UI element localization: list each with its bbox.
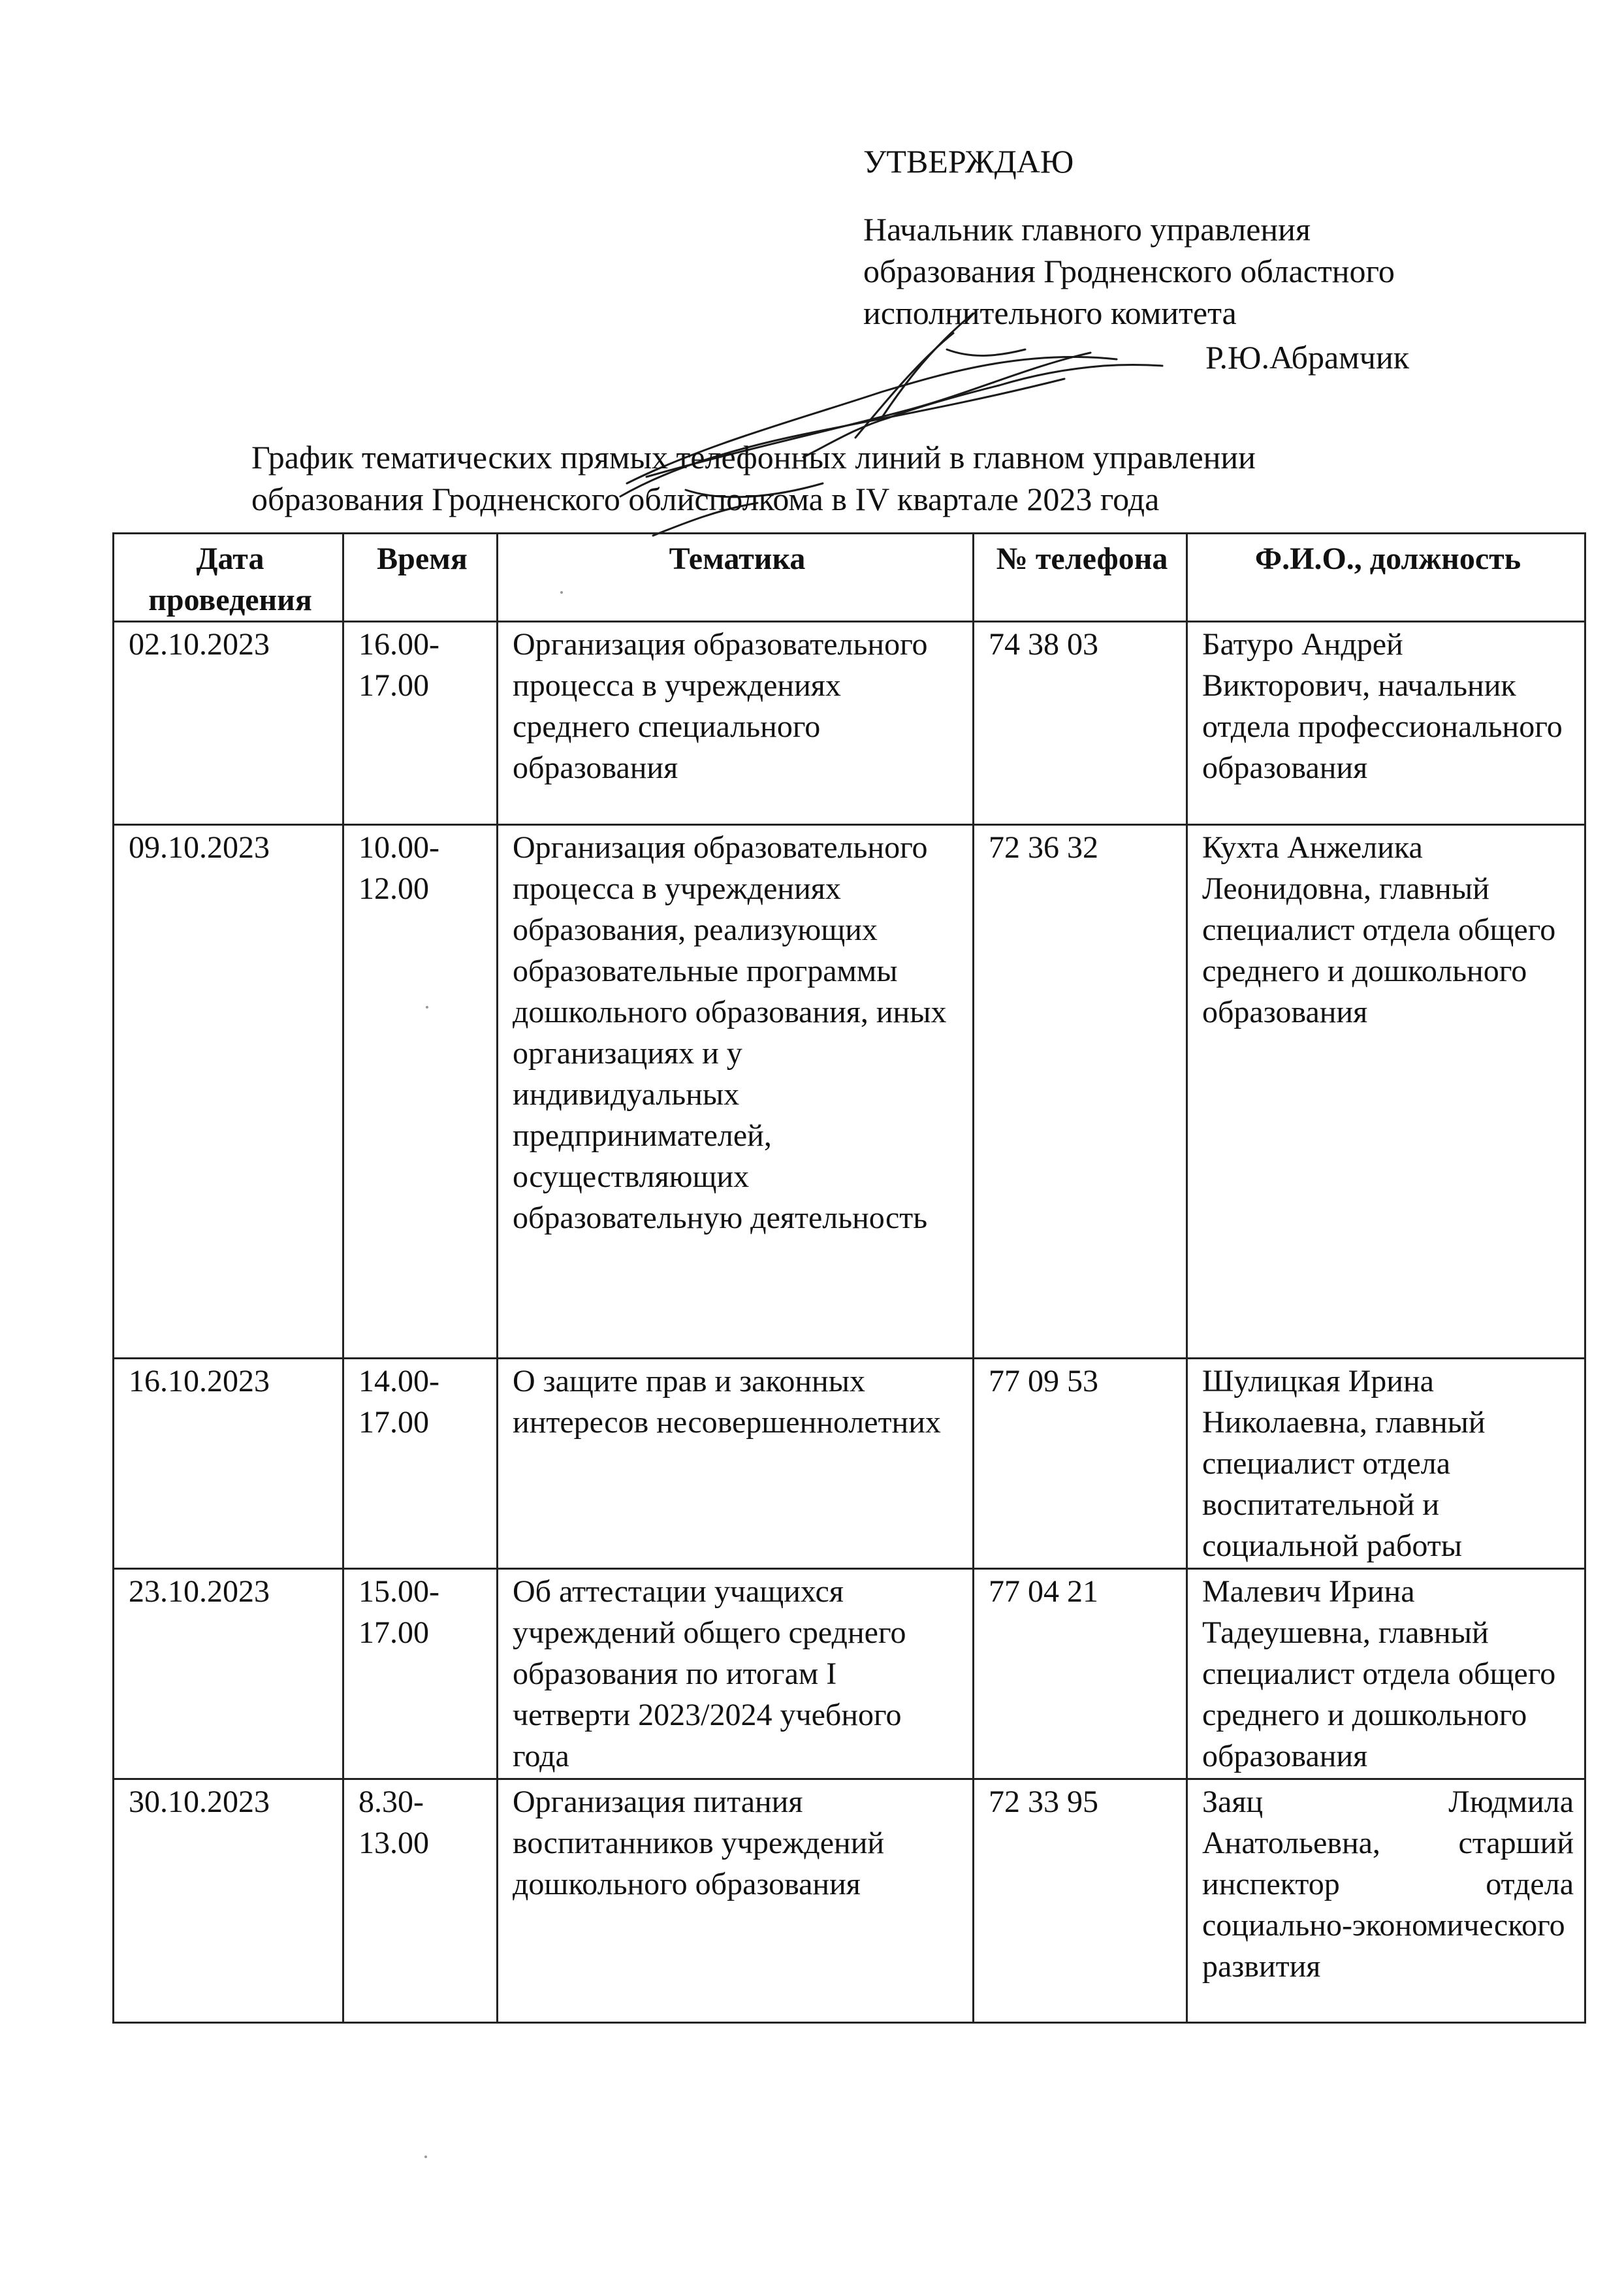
approver-position-line: исполнительного комитета [863,295,1237,331]
cell-date: 23.10.2023 [114,1569,343,1779]
cell-time: 15.00-17.00 [343,1569,498,1779]
table-header-row [114,534,1585,622]
cell-phone: 77 09 53 [974,1359,1187,1569]
cell-phone: 72 33 95 [974,1779,1187,2023]
cell-date: 02.10.2023 [114,622,343,825]
cell-date: 16.10.2023 [114,1359,343,1569]
cell-date: 09.10.2023 [114,825,343,1359]
cell-phone: 72 36 32 [974,825,1187,1359]
header-date: Дата проведения [114,534,343,622]
header-person: Ф.И.О., должность [1187,534,1585,622]
hotline-schedule-table [112,532,1586,2024]
signer-name: Р.Ю.Абрамчик [1205,339,1409,376]
cell-topic: О защите прав и законных интересов несовершеннолетних [498,1359,974,1569]
cell-person: Кухта Анжелика Леонидовна, главный специалист отдела общего среднего и дошкольного образования [1187,825,1585,1359]
cell-phone: 74 38 03 [974,622,1187,825]
approver-position-line: образования Гродненского областного [863,253,1395,289]
cell-person: Заяц Людмила Анатольевна, старший инспектор отдела социально-экономического развития [1187,1779,1585,2023]
table-row [114,622,1585,825]
document-title-line: График тематических прямых телефонных линий в главном управлении [251,439,1256,476]
header-time: Время [343,534,498,622]
scan-speck [426,1006,428,1009]
cell-topic: Организация образовательного процесса в учреждениях среднего специального образования [498,622,974,825]
cell-person: Шулицкая Ирина Николаевна, главный специалист отдела воспитательной и социальной работы [1187,1359,1585,1569]
table-row [114,1779,1585,2023]
approver-position-line: Начальник главного управления [863,211,1311,248]
header-topic: Тематика [498,534,974,622]
cell-topic: Об аттестации учащихся учреждений общего среднего образования по итогам I четверти 2023/2024 учебного года [498,1569,974,1779]
cell-time: 16.00-17.00 [343,622,498,825]
header-phone: № телефона [974,534,1187,622]
cell-time: 14.00-17.00 [343,1359,498,1569]
scan-speck [424,2156,427,2158]
cell-time: 8.30-13.00 [343,1779,498,2023]
table-row [114,825,1585,1359]
cell-time: 10.00-12.00 [343,825,498,1359]
table-row [114,1359,1585,1569]
scan-speck [560,591,563,594]
document-title-line: образования Гродненского облисполкома в IV квартале 2023 года [251,481,1160,517]
cell-person: Батуро Андрей Викторович, начальник отдела профессионального образования [1187,622,1585,825]
document-title [251,436,1557,520]
cell-date: 30.10.2023 [114,1779,343,2023]
cell-topic: Организация образовательного процесса в учреждениях образования, реализующих образовательные программы дошкольного образования, иных организациях и у индивидуальных предпринимателей, осуществляющих образовательную деятельность [498,825,974,1359]
cell-phone: 77 04 21 [974,1569,1187,1779]
approval-block [863,140,1516,376]
cell-person: Малевич Ирина Тадеушевна, главный специалист отдела общего среднего и дошкольного образования [1187,1569,1585,1779]
table-row [114,1569,1585,1779]
approval-heading: УТВЕРЖДАЮ [863,143,1074,180]
cell-topic: Организация питания воспитанников учреждений дошкольного образования [498,1779,974,2023]
